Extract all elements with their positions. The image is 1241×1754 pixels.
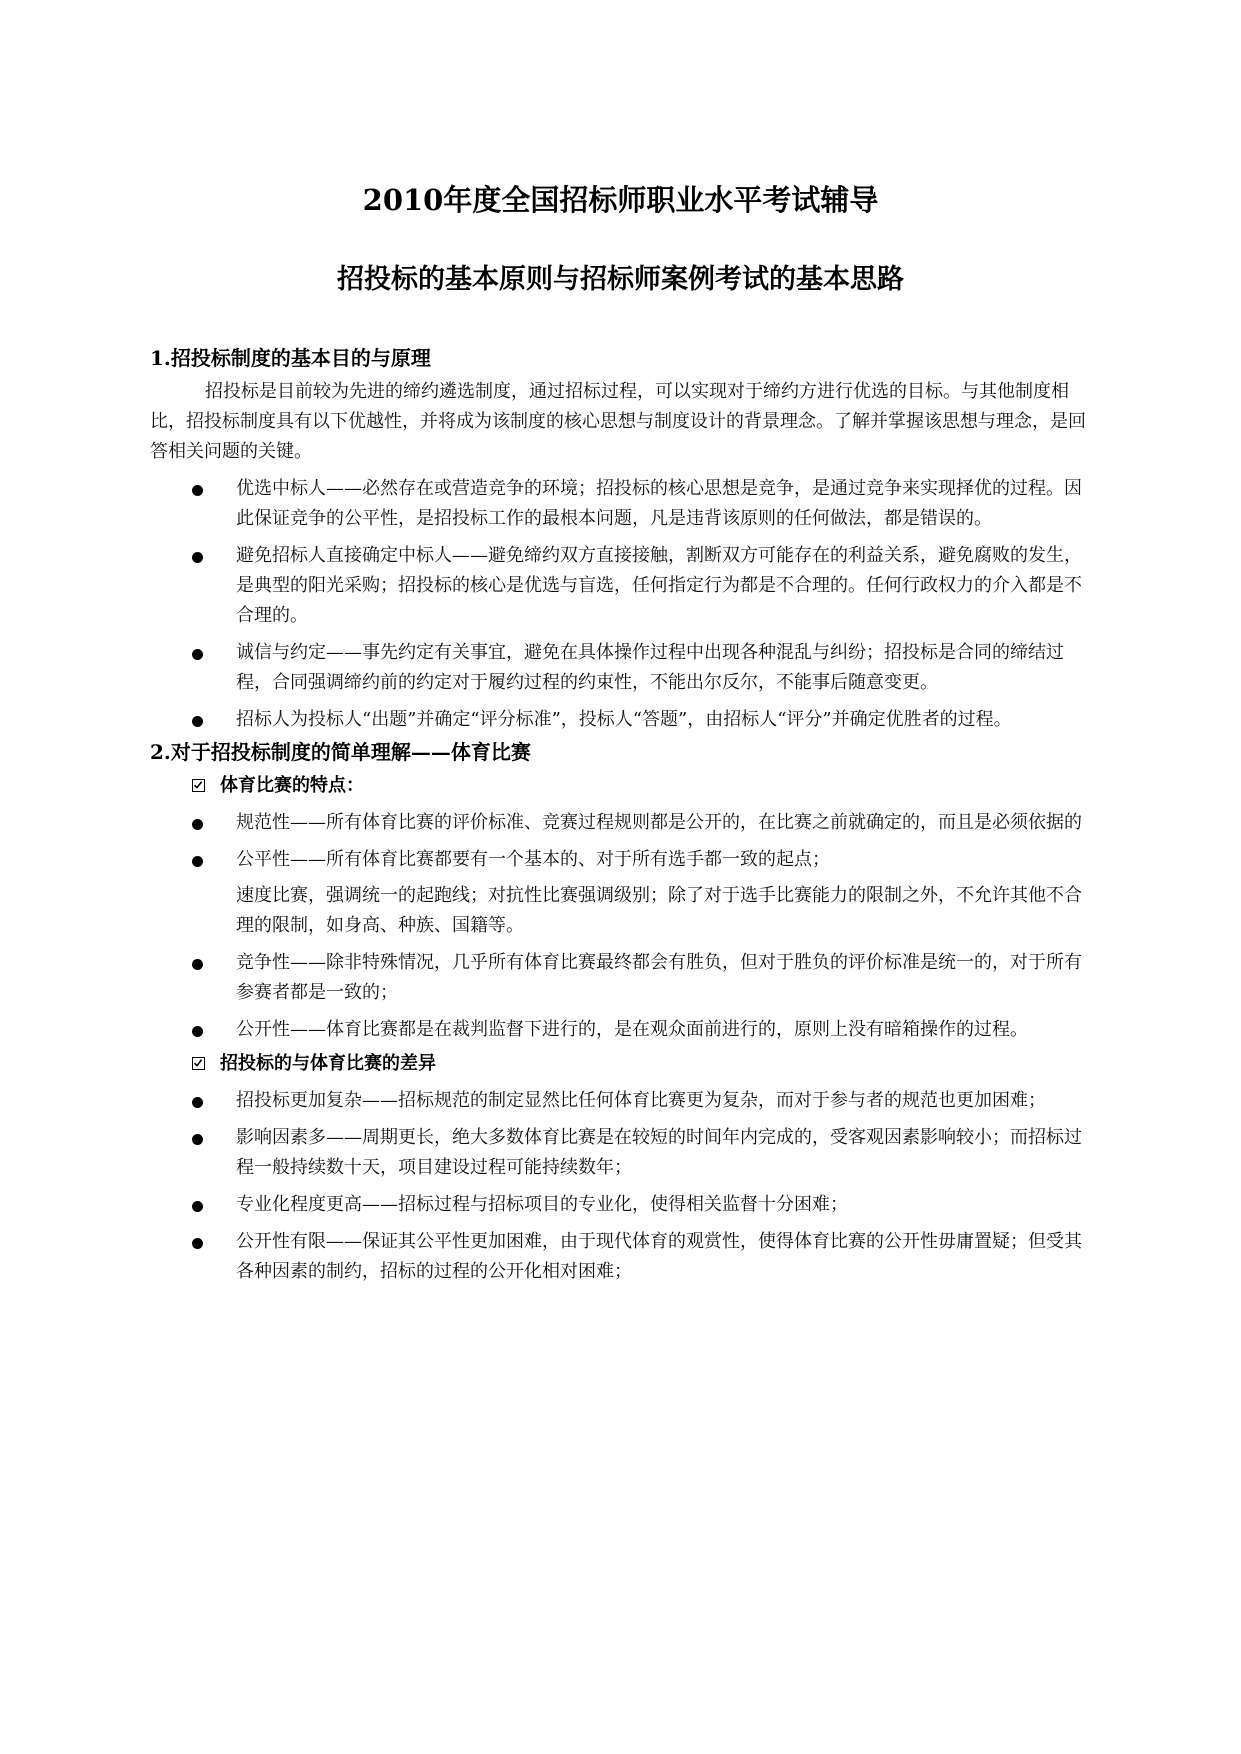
list-item: 专业化程度更高——招标过程与招标项目的专业化，使得相关监督十分困难；: [150, 1190, 1098, 1220]
bullet-icon: [192, 959, 203, 970]
bullet-icon: [192, 1097, 203, 1108]
differences-list: [150, 1086, 1098, 1287]
section1-bullet-list: [150, 474, 1098, 735]
bullet-icon: [192, 1201, 203, 1212]
bullet-icon: [192, 1238, 203, 1249]
checkbox-checked-icon: [192, 1057, 205, 1070]
bullet-icon: [192, 856, 203, 867]
document-subtitle: 招投标的基本原则与招标师案例考试的基本思路: [337, 264, 904, 295]
bullet-icon: [192, 1026, 203, 1037]
section2-heading: 2.对于招投标制度的简单理解——体育比赛: [150, 740, 531, 764]
list-item: 规范性——所有体育比赛的评价标准、竞赛过程规则都是公开的，在比赛之前就确定的，而且是必须依据的: [150, 808, 1098, 838]
section1-heading: 1.招投标制度的基本目的与原理: [150, 346, 431, 370]
list-item: 公开性有限——保证其公平性更加困难，由于现代体育的观赏性，使得体育比赛的公开性毋庸置疑；但受其各种因素的制约，招标的过程的公开化相对困难；: [150, 1227, 1098, 1287]
document-body: [150, 343, 1098, 1287]
list-item: 避免招标人直接确定中标人——避免缔约双方直接接触，割断双方可能存在的利益关系，避免腐败的发生，是典型的阳光采购；招投标的核心是优选与盲选，任何指定行为都是不合理的。任何行政权力的介入都是不合理的。: [150, 541, 1098, 631]
list-item: 影响因素多——周期更长，绝大多数体育比赛是在较短的时间年内完成的，受客观因素影响较小；而招标过程一般持续数十天，项目建设过程可能持续数年；: [150, 1123, 1098, 1183]
list-item: 招投标更加复杂——招标规范的制定显然比任何体育比赛更为复杂，而对于参与者的规范也更加困难；: [150, 1086, 1098, 1116]
sub-heading-sports-features: 体育比赛的特点：: [150, 771, 1098, 801]
section1-intro: 招投标是目前较为先进的缔约遴选制度，通过招标过程，可以实现对于缔约方进行优选的目标。与其他制度相比，招投标制度具有以下优越性，并将成为该制度的核心思想与制度设计的背景理念。了解并掌握该思想与理念，是回答相关问题的关键。: [150, 381, 1086, 462]
bullet-icon: [192, 819, 203, 830]
list-item-continuation: 速度比赛，强调统一的起跑线；对抗性比赛强调级别；除了对于选手比赛能力的限制之外，不允许其他不合理的限制，如身高、种族、国籍等。: [236, 885, 1082, 936]
checkbox-checked-icon: [192, 779, 205, 792]
sub-heading-differences: 招投标的与体育比赛的差异: [150, 1049, 1098, 1079]
sports-features-list: [150, 808, 1098, 1045]
list-item: 诚信与约定——事先约定有关事宜，避免在具体操作过程中出现各种混乱与纠纷；招投标是合同的缔结过程，合同强调缔约前的约定对于履约过程的约束性，不能出尔反尔，不能事后随意变更。: [150, 638, 1098, 698]
list-item: 公开性——体育比赛都是在裁判监督下进行的，是在观众面前进行的，原则上没有暗箱操作的过程。: [150, 1015, 1098, 1045]
list-item: 优选中标人——必然存在或营造竞争的环境；招投标的核心思想是竞争，是通过竞争来实现择优的过程。因此保证竞争的公平性，是招投标工作的最根本问题，凡是违背该原则的任何做法，都是错误的。: [150, 474, 1098, 534]
list-item: 招标人为投标人“出题”并确定“评分标准”，投标人“答题”，由招标人“评分”并确定优胜者的过程。: [150, 705, 1098, 735]
document-title: 2010年度全国招标师职业水平考试辅导: [362, 183, 879, 217]
bullet-icon: [192, 1134, 203, 1145]
bullet-icon: [192, 485, 203, 496]
bullet-icon: [192, 649, 203, 660]
list-item: 公平性——所有体育比赛都要有一个基本的、对于所有选手都一致的起点； 速度比赛，强调统一的起跑线；对抗性比赛强调级别；除了对于选手比赛能力的限制之外，不允许其他不合理的限制，如身高、种族、国籍等。: [150, 845, 1098, 941]
bullet-icon: [192, 552, 203, 563]
bullet-icon: [192, 716, 203, 727]
list-item: 竞争性——除非特殊情况，几乎所有体育比赛最终都会有胜负，但对于胜负的评价标准是统一的，对于所有参赛者都是一致的；: [150, 948, 1098, 1008]
